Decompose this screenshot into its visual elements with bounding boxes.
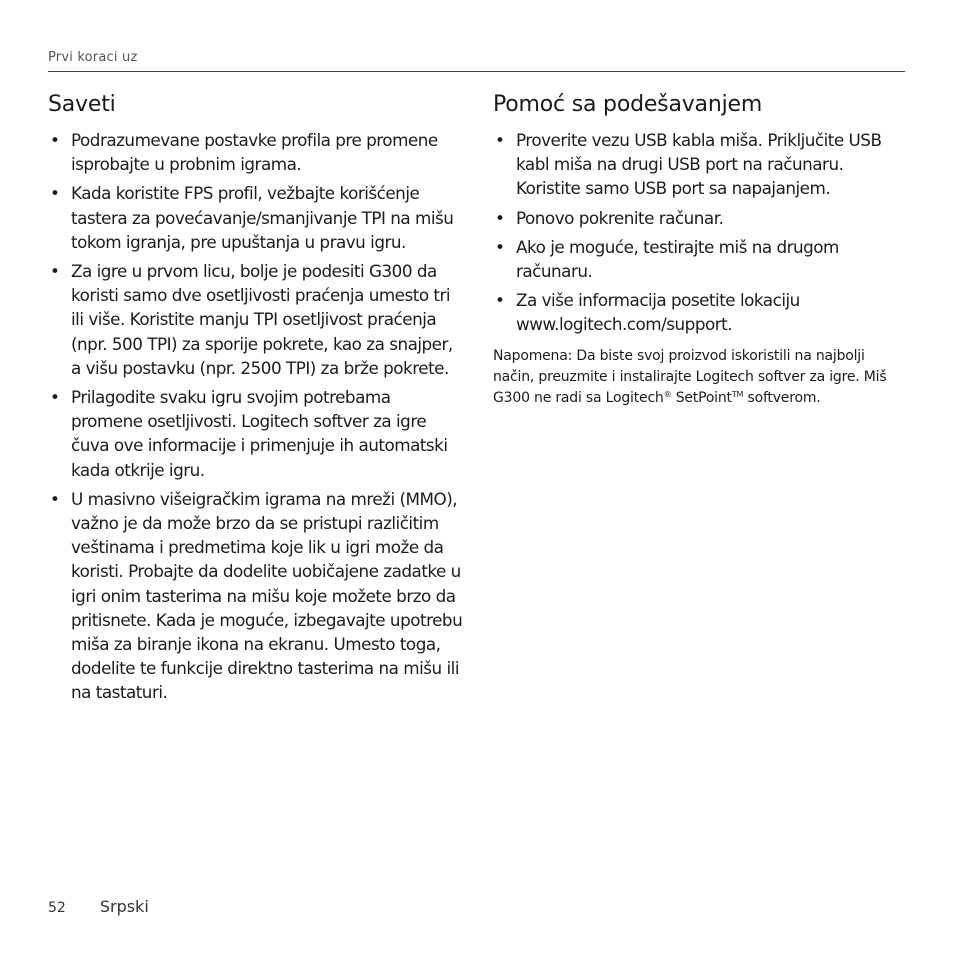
note-paragraph xyxy=(493,346,905,409)
bullet-icon: • xyxy=(495,236,505,257)
list-item xyxy=(48,259,466,380)
page-footer xyxy=(48,897,149,916)
list-item-text: Za igre u prvom licu, bolje je podesiti G300 da koristi samo dve osetljivosti praćenja umesto tri ili više. Koristite manju TPI osetljivost praćenja (npr. 500 TPI) za sporije pokrete, kao za snajper, a višu postavku (npr. 2500 TPI) za brže pokrete. xyxy=(71,261,453,378)
trademark-mark: TM xyxy=(731,389,744,399)
registered-mark: ® xyxy=(663,389,672,399)
list-item-text: Za više informacija posetite lokaciju www.logitech.com/support. xyxy=(516,290,800,335)
list-item-text: Ako je moguće, testirajte miš na drugom računaru. xyxy=(516,236,839,282)
tips-column xyxy=(48,92,466,710)
bullet-icon: • xyxy=(495,290,505,311)
footer-language: Srpski xyxy=(99,897,149,916)
note-text: Napomena: Da biste svoj proizvod iskoristili na najbolji način, preuzmite i instalirajte Logitech softver za igre. Miš G300 ne radi sa Logitech xyxy=(493,347,887,406)
setup-help-column xyxy=(493,92,905,423)
bullet-icon: • xyxy=(495,130,505,150)
list-item-text: Proverite vezu USB kabla miša. Priključite USB kabl miša na drugi USB port na računaru. Koristite samo USB port sa napajanjem. xyxy=(516,130,882,199)
header-divider xyxy=(48,71,905,72)
running-header: Prvi koraci uz xyxy=(48,50,138,65)
list-item-text: Podrazumevane postavke profila pre promene isprobajte u probnim igrama. xyxy=(71,130,438,175)
bullet-icon: • xyxy=(50,183,60,204)
list-item-text: U masivno višeigračkim igrama na mreži (MMO), važno je da može brzo da se pristupi različitim veštinama i predmetima koje lik u igri može da koristi. Probajte da dodelite uobičajene zadatke u igri onim tasterima na mišu koje možete brzo da pritisnete. Kada je moguće, izbegavajte upotrebu miša za biranje ikona na ekranu. Umesto toga, dodelite te funkcije direktno tasterima na mišu ili na tastaturi. xyxy=(71,488,463,703)
list-item-text: Prilagodite svaku igru svojim potrebama promene osetljivosti. Logitech softver za igre čuva ove informacije i primenjuje ih automatski kada otkrije igru. xyxy=(71,387,448,480)
tips-heading: Saveti xyxy=(48,92,116,117)
list-item xyxy=(48,385,466,482)
list-item xyxy=(493,206,905,230)
note-text-setpoint: SetPoint xyxy=(671,389,732,406)
list-item xyxy=(48,181,466,254)
bullet-icon: • xyxy=(50,387,60,408)
bullet-icon: • xyxy=(50,130,60,150)
list-item-text: Ponovo pokrenite računar. xyxy=(516,207,724,228)
bullet-icon: • xyxy=(495,207,505,228)
list-item xyxy=(493,288,905,336)
list-item xyxy=(493,128,905,201)
tips-list xyxy=(48,128,466,705)
setup-help-list xyxy=(493,128,905,337)
list-item xyxy=(493,235,905,283)
bullet-icon: • xyxy=(50,261,60,282)
page-number: 52 xyxy=(48,900,66,916)
list-item xyxy=(48,128,466,176)
bullet-icon: • xyxy=(50,488,60,509)
list-item-text: Kada koristite FPS profil, vežbajte korišćenje tastera za povećavanje/smanjivanje TPI na mišu tokom igranja, pre upuštanja u pravu igru. xyxy=(71,183,454,252)
note-text-end: softverom. xyxy=(743,389,821,406)
setup-help-heading: Pomoć sa podešavanjem xyxy=(493,92,763,117)
list-item xyxy=(48,487,466,705)
